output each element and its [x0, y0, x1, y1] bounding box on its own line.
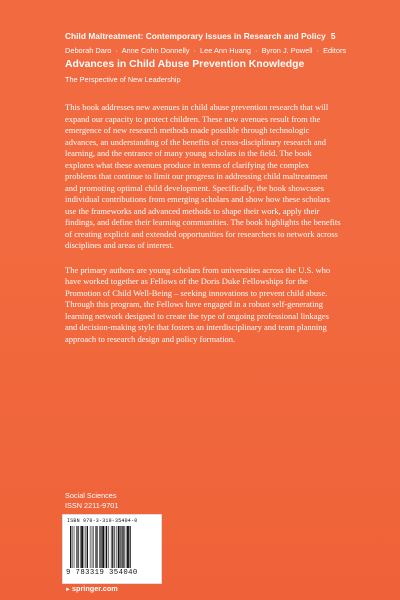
isbn-barcode: [62, 514, 162, 584]
subject-label: Social Sciences: [65, 491, 117, 500]
arrow-right-icon: ►: [65, 587, 71, 593]
editor-name: Anne Cohn Donnelly: [121, 46, 190, 55]
editor-name: Byron J. Powell: [261, 46, 313, 55]
editor-separator: ·: [115, 46, 118, 55]
description-paragraph: This book addresses new avenues in child abuse prevention research that will expand our capacity to protect children. These new avenues result from the emergence of new research methods made possible through technologic advances, an understanding of the benefits of cross-disciplinary research and learning, and the entrance of many young scholars in the field. The book explores what these avenues produce in terms of clarifying the complex problems that continue to limit our progress in addressing child maltreatment and promoting optimal child development. Specifically, the book showcases individual contributions from emerging scholars and show how these scholars use the frameworks and advanced methods to shape their work, apply their findings, and define their learning communities. The book highlights the benefits of creating explicit and extended opportunities for researchers to network across disciplines and areas of interest.: [65, 102, 341, 250]
series-name: Child Maltreatment: Contemporary Issues in Research and Policy: [65, 31, 326, 41]
book-subtitle: The Perspective of New Leadership: [65, 75, 181, 84]
editor-separator: ·: [255, 46, 258, 55]
editor-name: Deborah Daro: [65, 46, 112, 55]
barcode-digits: 9 783319 354040: [66, 569, 138, 577]
book-title: Advances in Child Abuse Prevention Knowledge: [65, 59, 305, 70]
editor-name: Lee Ann Huang: [200, 46, 251, 55]
editor-separator: ·: [316, 46, 320, 55]
issn-label: ISSN 2211-9701: [65, 501, 119, 510]
editors-role: Editors: [323, 46, 347, 55]
editors-line: [65, 46, 385, 55]
description: [65, 102, 341, 358]
publisher-url: springer.com: [71, 584, 118, 593]
barcode-bars: [70, 526, 154, 568]
series-title: [65, 31, 385, 41]
series-volume: 5: [330, 31, 336, 41]
isbn-text: ISBN 978-3-319-35404-0: [67, 518, 138, 524]
publisher-link[interactable]: [65, 584, 118, 593]
description-paragraph: The primary authors are young scholars from universities across the U.S. who have worked together as Fellows of the Doris Duke Fellowships for the Promotion of Child Well-Being – seeking innovations to prevent child abuse. Through this program, the Fellows have engaged in a robust self-generating learning network designed to create the type of ongoing professional linkages and decision-making style that fosters an interdisciplinary and team planning approach to research design and policy formation.: [65, 264, 331, 344]
editor-separator: ·: [193, 46, 196, 55]
